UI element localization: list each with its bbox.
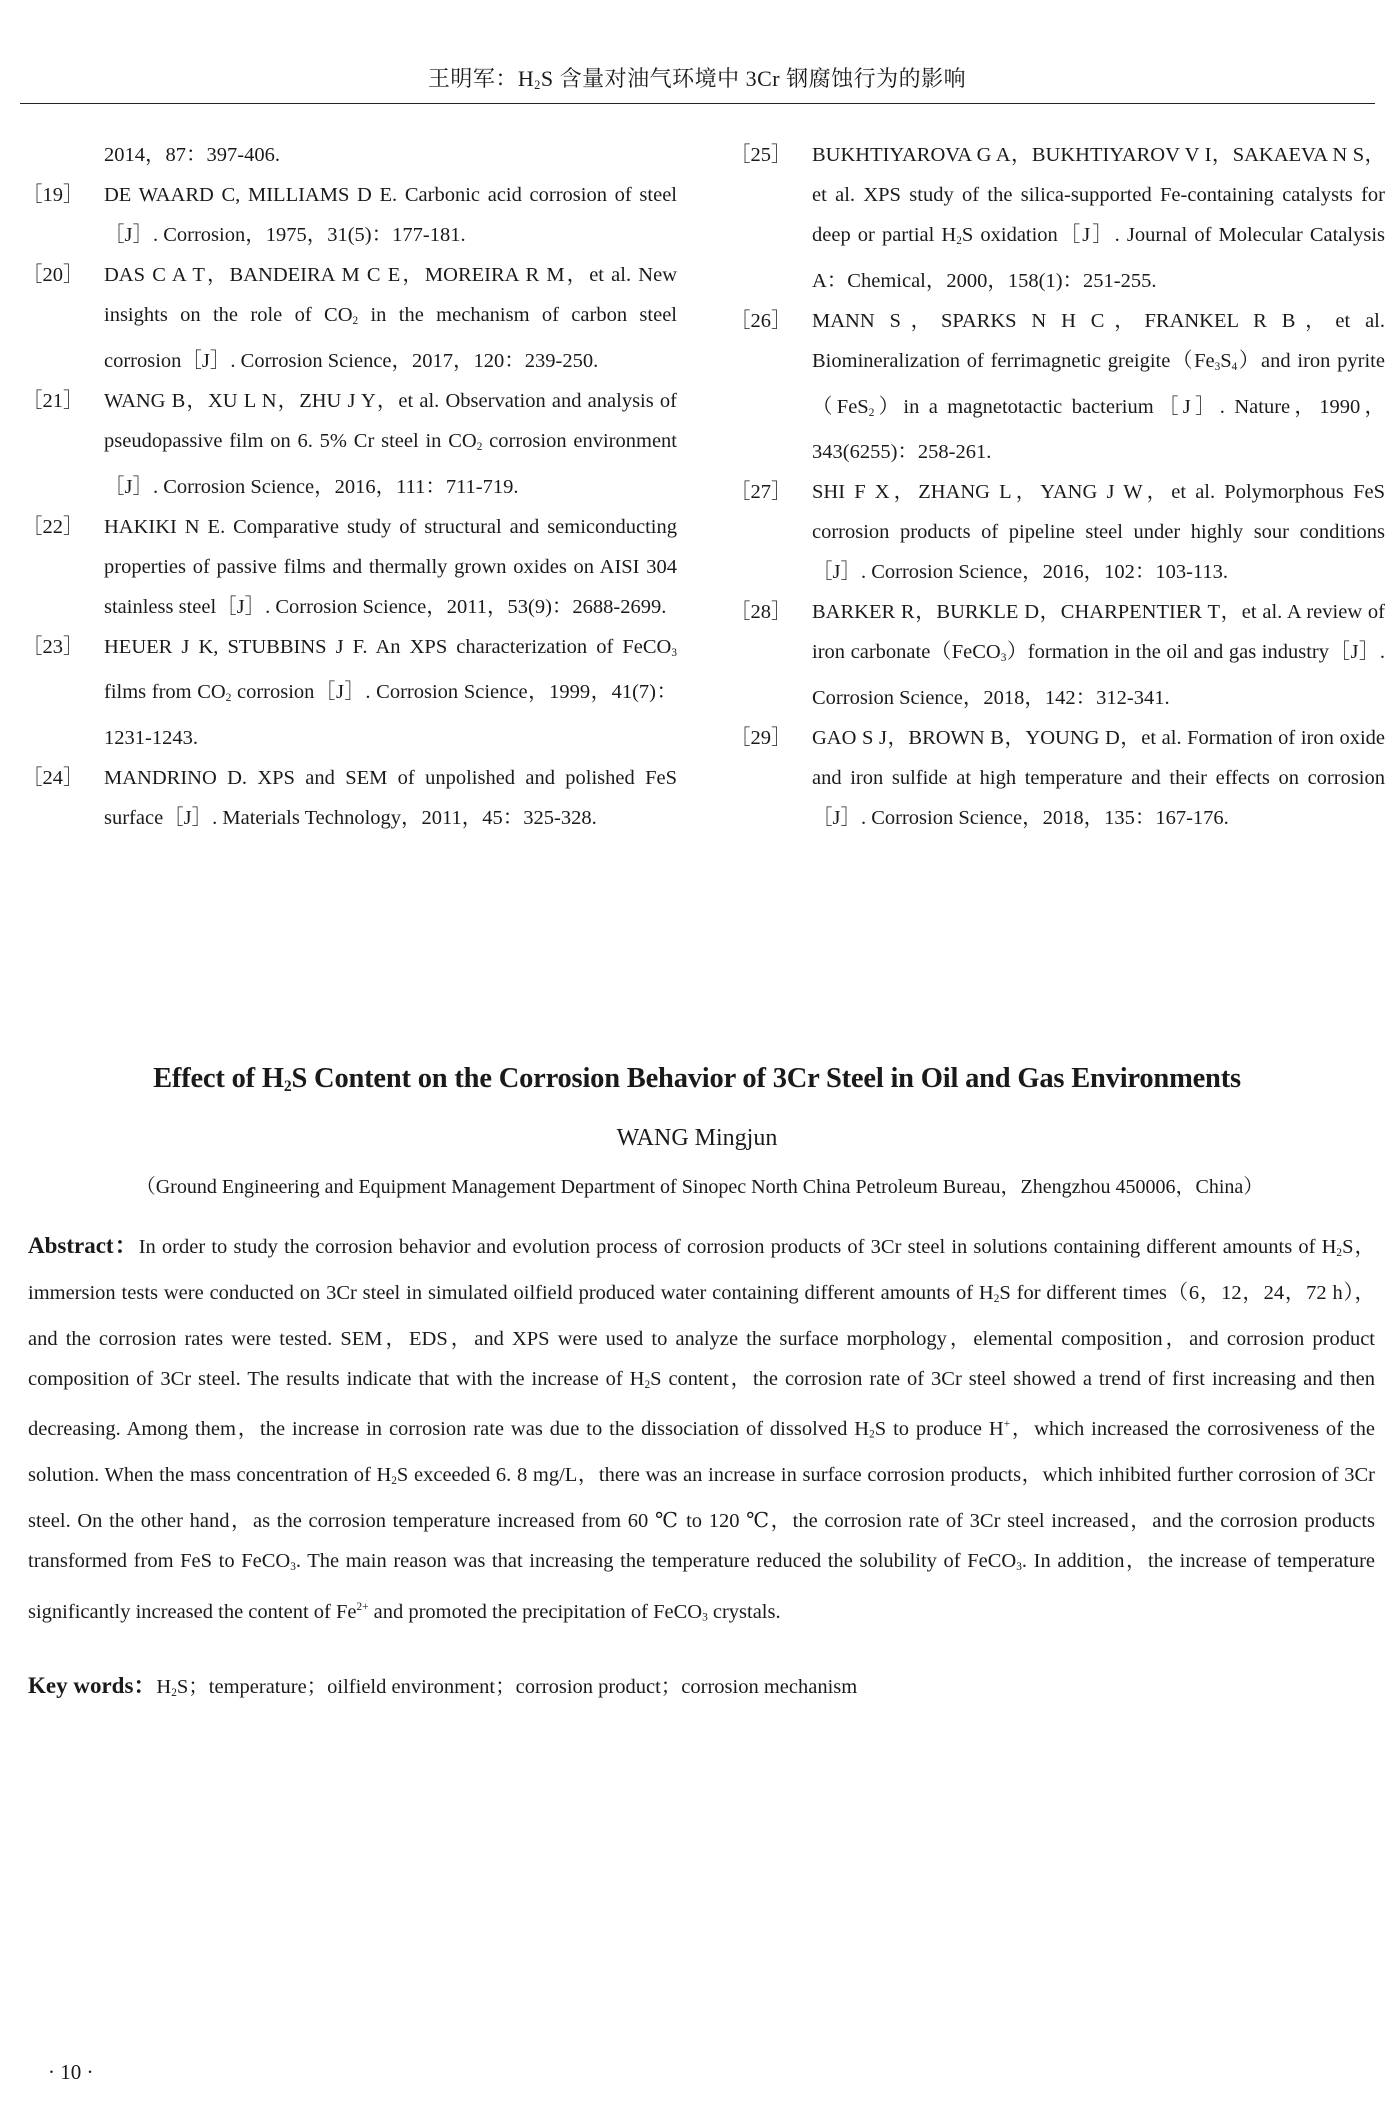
references-left-column: [22, 135, 677, 838]
superscript: +: [1003, 1418, 1011, 1431]
subscript: 2: [644, 1378, 651, 1391]
author-affiliation: （Ground Engineering and Equipment Management Department of Sinopec North China Petroleum Bureau，Zhengzhou 450006，China）: [135, 1176, 1264, 1198]
reference-number: ［29］: [730, 727, 792, 750]
reference-text: MANN S，SPARKS N H C，FRANKEL R B，et al. Biomineralization of ferrimagnetic greigite（Fe: [812, 309, 1385, 372]
subscript: 2: [476, 440, 483, 453]
subscript: 2: [1336, 1246, 1343, 1259]
subscript: 2: [391, 1474, 397, 1487]
reference-text: HEUER J K, STUBBINS J F. An XPS characterization of FeCO: [104, 635, 672, 658]
reference-text: MANDRINO D. XPS and SEM of unpolished and polished FeS surface［J］. Materials Technology，2011，45：325-328.: [104, 767, 677, 830]
reference-item: [730, 135, 1385, 301]
page-number: · 10 ·: [48, 2060, 94, 2084]
abstract: [28, 1226, 1375, 1637]
reference-text: BUKHTIYAROVA G A，BUKHTIYAROV V I，SAKAEVA N S，et al. XPS study of the silica-supported Fe-containing catalysts for deep or partial H: [812, 144, 1385, 246]
reference-text: DAS C A T，BANDEIRA M C E，MOREIRA R M，et al. New insights on the role of CO: [104, 264, 677, 326]
reference-item: [730, 472, 1385, 592]
subscript: 2: [171, 1686, 177, 1699]
english-title: [0, 1063, 1394, 1096]
reference-text: in the mechanism of carbon steel corrosion［J］. Corrosion Science，2017，120：239-250.: [104, 304, 677, 372]
reference-text: SHI F X，ZHANG L，YANG J W，et al. Polymorphous FeS corrosion products of pipeline steel under highly sour conditions［J］. Corrosion Science，2016，102：103-113.: [812, 481, 1385, 584]
reference-number: ［27］: [730, 481, 792, 504]
abstract-text: . The main reason was that increasing the temperature reduced the solubility of FeCO: [295, 1549, 1017, 1572]
subscript: 2: [352, 314, 359, 327]
subscript: 2: [225, 692, 232, 705]
reference-item: [22, 627, 677, 759]
superscript: 2+: [356, 1600, 369, 1613]
reference-text: ）formation in the oil and gas industry［J］. Corrosion Science，2018，142：312-341.: [812, 641, 1385, 710]
reference-item: [22, 507, 677, 627]
author-name: WANG Mingjun: [616, 1125, 778, 1151]
reference-item: [22, 758, 677, 838]
subscript: 2: [283, 1077, 292, 1095]
abstract-text: S for different times（6，12，24，72 h），and the corrosion rates were tested. SEM，EDS，and XPS were used to analyze the surface morphology，elemental composition，and corrosion product composition of 3Cr steel. The results indicate that with the increase of H: [28, 1281, 1375, 1390]
reference-number: ［24］: [22, 767, 84, 790]
subscript: 3: [702, 1611, 708, 1624]
subscript: 2: [868, 406, 875, 419]
reference-text: DE WAARD C, MILLIAMS D E. Carbonic acid corrosion of steel［J］. Corrosion，1975，31(5)：177-181.: [104, 184, 677, 246]
reference-text: films from CO: [104, 681, 226, 704]
subscript: 3: [1214, 360, 1221, 373]
reference-text: S oxidation［J］. Journal of Molecular Catalysis A：Chemical，2000，158(1)：251-255.: [812, 224, 1385, 292]
reference-text: ）and iron pyrite（FeS: [812, 349, 1385, 418]
reference-number: ［19］: [22, 184, 84, 206]
reference-continuation: [22, 135, 677, 175]
keywords-text: H: [156, 1676, 172, 1698]
reference-text: BARKER R，BURKLE D，CHARPENTIER T，et al. A review of iron carbonate（FeCO: [812, 601, 1385, 664]
title-text: Effect of H: [153, 1063, 284, 1094]
subscript: 2: [534, 78, 541, 93]
subscript: 3: [1016, 1560, 1022, 1573]
keywords-text: S；temperature；oilfield environment；corrosion product；corrosion mechanism: [176, 1676, 858, 1698]
reference-number: ［28］: [730, 601, 792, 624]
subscript: 3: [1000, 652, 1007, 665]
abstract-text: In order to study the corrosion behavior and evolution process of corrosion products of 3Cr steel in solutions containing different amounts of H: [138, 1236, 1337, 1258]
abstract-text: S，immersion tests were conducted on 3Cr steel in simulated oilfield produced water containing different amounts of H: [28, 1236, 1376, 1304]
reference-item: [22, 381, 677, 507]
subscript: 2: [993, 1292, 1000, 1305]
abstract-text: . In addition，the increase of temperature significantly increased the content of Fe: [28, 1549, 1375, 1623]
subscript: 2: [956, 234, 962, 247]
keywords-label: Key words：: [28, 1673, 157, 1698]
reference-text: GAO S J，BROWN B，YOUNG D，et al. Formation of iron oxide and iron sulfide at high temperature and their effects on corrosion［J］. Corrosion Science，2018，135：167-176.: [812, 727, 1385, 830]
reference-item: [730, 301, 1385, 473]
abstract-text: and promoted the precipitation of FeCO: [368, 1600, 703, 1623]
reference-text: HAKIKI N E. Comparative study of structural and semiconducting properties of passive films and thermally grown oxides on AISI 304 stainless steel［J］. Corrosion Science，2011，53(9)：2688-2699.: [104, 515, 677, 618]
reference-text: S: [1220, 349, 1232, 372]
running-title-prefix: 王明军：H: [427, 66, 535, 91]
header-divider: [20, 103, 1375, 104]
abstract-text: ，which increased the corrosiveness of the solution. When the mass concentration of H: [28, 1418, 1375, 1487]
reference-number: ［23］: [22, 635, 84, 658]
subscript: 2: [869, 1429, 875, 1442]
subscript: 3: [671, 646, 677, 659]
reference-item: [22, 255, 677, 381]
subscript: 4: [1231, 360, 1238, 373]
reference-item: [22, 175, 677, 255]
title-text: S Content on the Corrosion Behavior of 3Cr Steel in Oil and Gas Environments: [291, 1063, 1241, 1094]
reference-text: WANG B，XU L N，ZHU J Y，et al. Observation and analysis of pseudopassive film on 6. 5% Cr steel in CO: [104, 389, 677, 452]
reference-number: ［22］: [22, 515, 84, 538]
references-right-column: [730, 135, 1385, 838]
abstract-text: S exceeded 6. 8 mg/L，there was an increase in surface corrosion products，which inhibited further corrosion of 3Cr steel. On the other hand，as the corrosion temperature increased from 60 ℃ to 120 ℃，the corrosion rate of 3Cr steel increased，and the corrosion products transformed from FeS to FeCO: [28, 1464, 1375, 1572]
abstract-text: S content，the corrosion rate of 3Cr steel showed a trend of first increasing and then decreasing. Among them，the increase in corrosion rate was due to the dissociation of dissolved H: [28, 1367, 1375, 1441]
abstract-text: crystals.: [707, 1600, 781, 1623]
reference-text: corrosion environment［J］. Corrosion Science，2016，111：711-719.: [104, 429, 678, 498]
subscript: 3: [290, 1560, 296, 1573]
reference-item: [730, 718, 1385, 838]
running-title-suffix: S 含量对油气环境中 3Cr 钢腐蚀行为的影响: [540, 66, 967, 91]
reference-text: ）in a magnetotactic bacterium［J］. Nature，1990，343(6255)：258-261.: [812, 395, 1385, 464]
reference-text: corrosion［J］. Corrosion Science，1999，41(7)：1231-1243.: [104, 681, 677, 750]
abstract-text: S to produce H: [874, 1418, 1004, 1441]
running-header: [0, 62, 1394, 93]
reference-item: [730, 592, 1385, 718]
reference-number: ［26］: [730, 309, 792, 332]
reference-number: ［25］: [730, 144, 792, 166]
abstract-label: Abstract：: [28, 1233, 139, 1258]
keywords: [28, 1666, 1375, 1713]
reference-number: ［20］: [22, 264, 84, 286]
reference-number: ［21］: [22, 389, 84, 412]
reference-text: 2014，87：397-406.: [104, 144, 280, 166]
